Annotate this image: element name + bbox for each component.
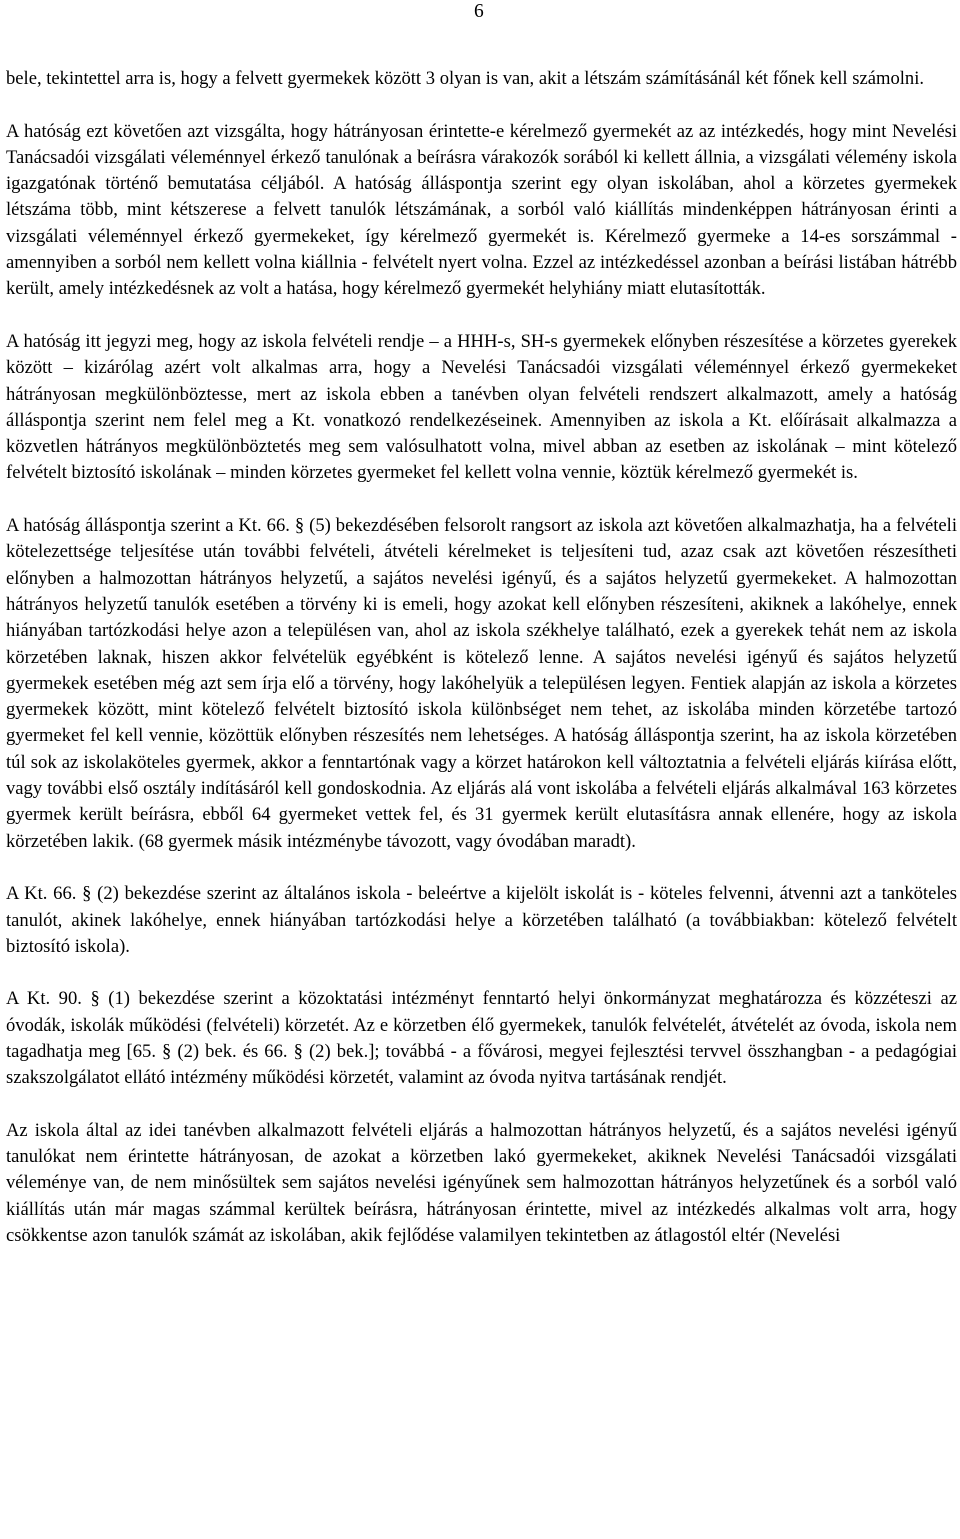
paragraph: A Kt. 66. § (2) bekezdése szerint az általános iskola - beleértve a kijelölt iskolát is - köteles felvenni, átvenni azt a tanköteles tanulót, akinek lakóhelye, ennek hiányában tartózkodási helye a körzetében található (a továbbiakban: kötelező felvételt biztosító iskola). <box>6 883 957 957</box>
paragraph: bele, tekintettel arra is, hogy a felvett gyermekek között 3 olyan is van, akit a létszám számításánál két főnek kell számolni. <box>6 68 925 89</box>
paragraph: A hatóság ezt követően azt vizsgálta, hogy hátrányosan érintette-e kérelmező gyermekét az az intézkedés, hogy mint Nevelési Tanácsadói vizsgálati véleménnyel érkező tanulónak a beírásra várakozók sorából ki kellett állnia, a vizsgálati vélemény iskola igazgatónak történő bemutatása céljából. A hatóság álláspontja szerint egy olyan iskolában, ahol a körzetes gyermekek létszáma több, mint kétszerese a felvett tanulók létszámának, a sorból való kiállítás mindenképpen hátrányosan érinti a vizsgálati véleménnyel érkező gyermekeket, így kérelmező gyermekét is. Kérelmező gyermeke a 14-es sorszámmal - amennyiben a sorból nem kellett volna kiállnia - felvételt nyert volna. Ezzel az intézkedéssel azonban a beírási listában hátrébb került, amely intézkedésnek az volt a hatása, hogy kérelmező gyermekét helyhiány miatt elutasították. <box>6 120 957 300</box>
page-number: 6 <box>474 1 484 22</box>
paragraph: Az iskola által az idei tanévben alkalmazott felvételi eljárás a halmozottan hátrányos helyzetű, és a sajátos nevelési igényű tanulókat nem érintette hátrányosan, de azokat a körzetben lakó gyermekeket, akiknek Nevelési Tanácsadói vizsgálati véleménye van, de nem minősültek sem sajátos nevelési igényűnek sem halmozottan hátrányos helyzetűnek és a sorból való kiállítás után már magas számmal kerültek beírásra, hátrányosan érintette, mivel az intézkedés alkalmas volt arra, hogy csökkentse azon tanulók számát az iskolában, akik fejlődése valamilyen tekintetben az átlagostól eltér (Nevelési <box>6 1119 957 1247</box>
paragraph: A Kt. 90. § (1) bekezdése szerint a közoktatási intézményt fenntartó helyi önkormányzat meghatározza és közzéteszi az óvodák, iskolák működési (felvételi) körzetét. Az e körzetben élő gyermekek, tanulók felvételét, átvételét az óvoda, iskola nem tagadhatja meg [65. § (2) bek. és 66. § (2) bek.]; továbbá - a fővárosi, megyei fejlesztési tervvel összhangban - a pedagógiai szakszolgálatot ellátó intézmény működési körzetét, valamint az óvoda nyitva tartásának rendjét. <box>6 988 957 1089</box>
document-body <box>6 66 957 1249</box>
paragraph: A hatóság itt jegyzi meg, hogy az iskola felvételi rendje – a HHH-s, SH-s gyermekek előnyben részesítése a körzetes gyerekek között – kizárólag azért volt alkalmas arra, hogy a Nevelési Tanácsadói vizsgálati véleménnyel érkező gyermekeket hátrányosan megkülönböztesse, mert az iskola ebben a tanévben olyan felvételi rendszert alkalmazott, amely a hatóság álláspontja szerint nem felel meg a Kt. vonatkozó rendelkezéseinek. Amennyiben az iskola a Kt. előírásait alkalmazza a közvetlen hátrányos megkülönböztetés meg sem valósulhatott volna, mivel abban az esetben az iskolának – mint kötelező felvételt biztosító iskolának – minden körzetes gyermeket fel kellett volna vennie, köztük kérelmező gyermekét is. <box>6 330 957 484</box>
paragraph: A hatóság álláspontja szerint a Kt. 66. § (5) bekezdésében felsorolt rangsort az iskola azt követően alkalmazhatja, ha a felvételi kötelezettsége teljesítése után további felvételi, átvételi kérelmeket is teljesíteni tud, azaz csak azt követően részesítheti előnyben a halmozottan hátrányos helyzetű, a sajátos nevelési igényű, és a sajátos helyzetű gyermekeket. A halmozottan hátrányos helyzetű tanulók esetében a törvény ki is emeli, hogy azokat kell előnyben részesíteni, akiknek a lakóhelye, ennek hiányában tartózkodási helye azon a településen van, ahol az iskola székhelye található, ezek a gyerekek tehát nem az iskola körzetében laknak, hiszen akkor felvételük egyébként is kötelező lenne. A sajátos nevelési igényű és sajátos helyzetű gyermekek esetében még azt sem írja elő a törvény, hogy lakóhelyük a településen legyen. Fentiek alapján az iskola a körzetes gyermekek között, mint kötelező felvételt biztosító iskola különbséget nem tehet, az iskolába minden körzetébe tartozó gyermeket fel kell vennie, közöttük előnyben részesítés nem lehetséges. A hatóság álláspontja szerint, ha az iskola körzetében túl sok az iskolaköteles gyermek, akkor a fenntartónak vagy a körzet határokon kell változtatnia a felvételi eljárás kiírása előtt, vagy további első osztály indításáról kell gondoskodnia. Az eljárás alá vont iskolába a felvételi eljárás alkalmával 163 körzetes gyermek került beírásra, ebből 64 gyermeket vettek fel, és 31 gyermek került elutasításra annak ellenére, hogy az iskola körzetében lakik. (68 gyermek másik intézménybe távozott, vagy óvodában maradt). <box>6 515 957 852</box>
